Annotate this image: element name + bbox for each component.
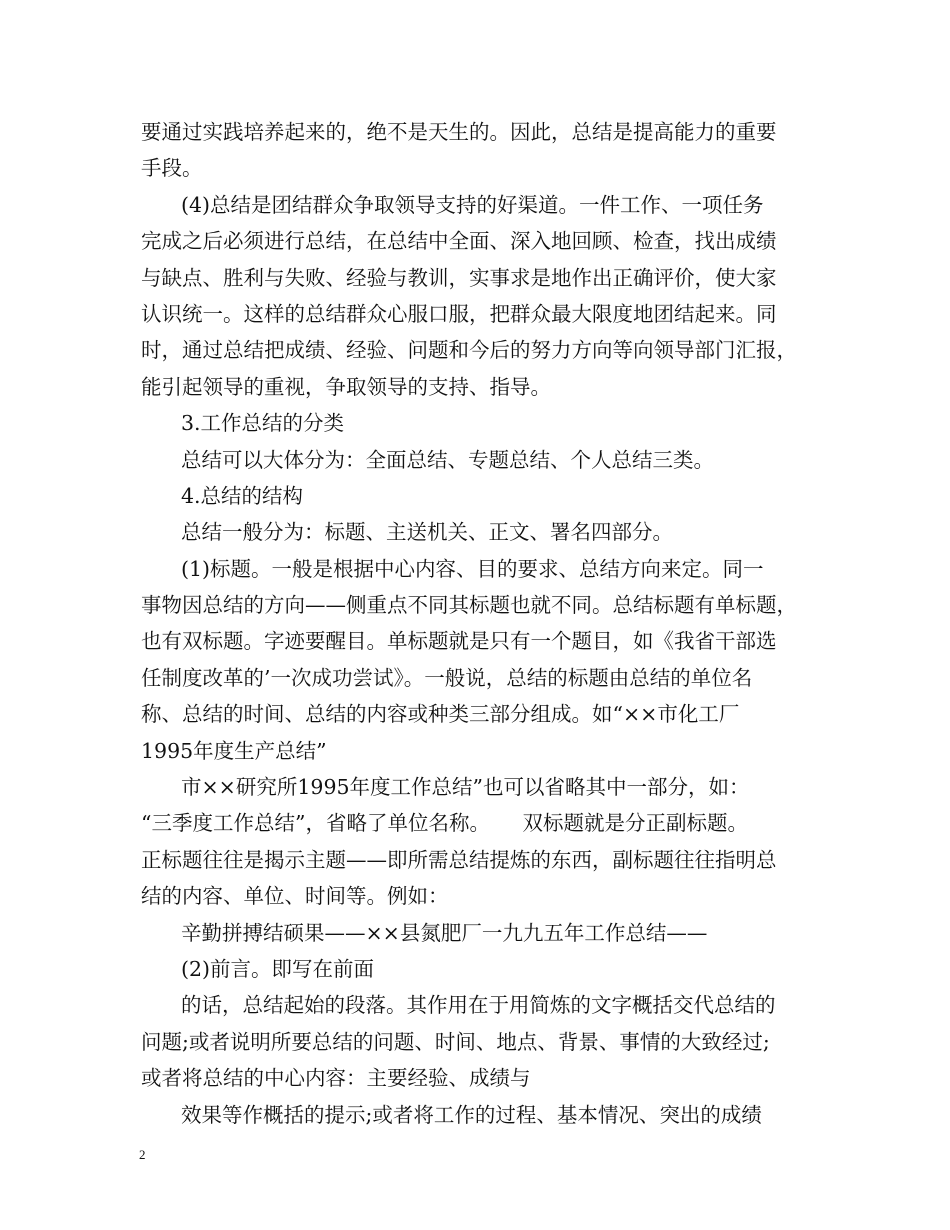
text-line: 效果等作概括的提示;或者将工作的过程、基本情况、突出的成绩: [181, 1102, 762, 1127]
text-line: (2)前言。即写在前面: [181, 956, 375, 981]
text-line: 也有双标题。字迹要醒目。单标题就是只有一个题目，如《我省干部选: [141, 629, 777, 654]
page-number: 2: [139, 1147, 146, 1162]
text-line: 手段。: [141, 156, 203, 181]
section-heading: 4.总结的结构: [181, 483, 304, 508]
text-line: (1)标题。一般是根据中心内容、目的要求、总结方向来定。同一: [181, 556, 764, 581]
text-line: 认识统一。这样的总结群众心服口服，把群众最大限度地团结起来。同: [141, 301, 777, 326]
text-line: 能引起领导的重视，争取领导的支持、指导。: [141, 374, 551, 399]
text-line: 正标题往往是揭示主题——即所需总结提炼的东西，副标题往往指明总: [141, 847, 777, 872]
text-line: 时，通过总结把成绩、经验、问题和今后的努力方向等向领导部门汇报，: [141, 338, 797, 363]
text-line: 总结可以大体分为：全面总结、专题总结、个人总结三类。: [181, 447, 714, 472]
text-line: 辛勤拼搏结硕果——××县氮肥厂一九九五年工作总结——: [181, 920, 708, 945]
text-line: 要通过实践培养起来的，绝不是天生的。因此，总结是提高能力的重要: [141, 120, 777, 144]
text-line: “三季度工作总结”，省略了单位名称。 双标题就是分正副标题。: [141, 811, 749, 836]
text-line: 总结一般分为：标题、主送机关、正文、署名四部分。: [181, 520, 673, 545]
text-line: 事物因总结的方向——侧重点不同其标题也就不同。总结标题有单标题，: [141, 593, 797, 618]
text-line: (4)总结是团结群众争取领导支持的好渠道。一件工作、一项任务: [181, 192, 764, 217]
text-line: 市××研究所1995年度工作总结”也可以省略其中一部分，如：: [181, 775, 750, 800]
text-line: 或者将总结的中心内容：主要经验、成绩与: [141, 1066, 531, 1091]
body-text: [141, 114, 821, 1133]
text-line: 问题;或者说明所要总结的问题、时间、地点、背景、事情的大致经过;: [141, 1029, 770, 1054]
text-line: 称、总结的时间、总结的内容或种类三部分组成。如“××市化工厂: [141, 702, 740, 727]
text-line: 1995年度生产总结”: [141, 738, 327, 763]
text-line: 的话，总结起始的段落。其作用在于用简炼的文字概括交代总结的: [181, 993, 776, 1018]
section-heading: 3.工作总结的分类: [181, 411, 345, 436]
text-line: 完成之后必须进行总结，在总结中全面、深入地回顾、检查，找出成绩: [141, 229, 777, 254]
text-line: 与缺点、胜利与失败、经验与教训，实事求是地作出正确评价，使大家: [141, 265, 777, 290]
text-line: 任制度改革的’一次成功尝试》。一般说，总结的标题由总结的单位名: [141, 665, 753, 690]
text-line: 结的内容、单位、时间等。例如：: [141, 884, 449, 909]
